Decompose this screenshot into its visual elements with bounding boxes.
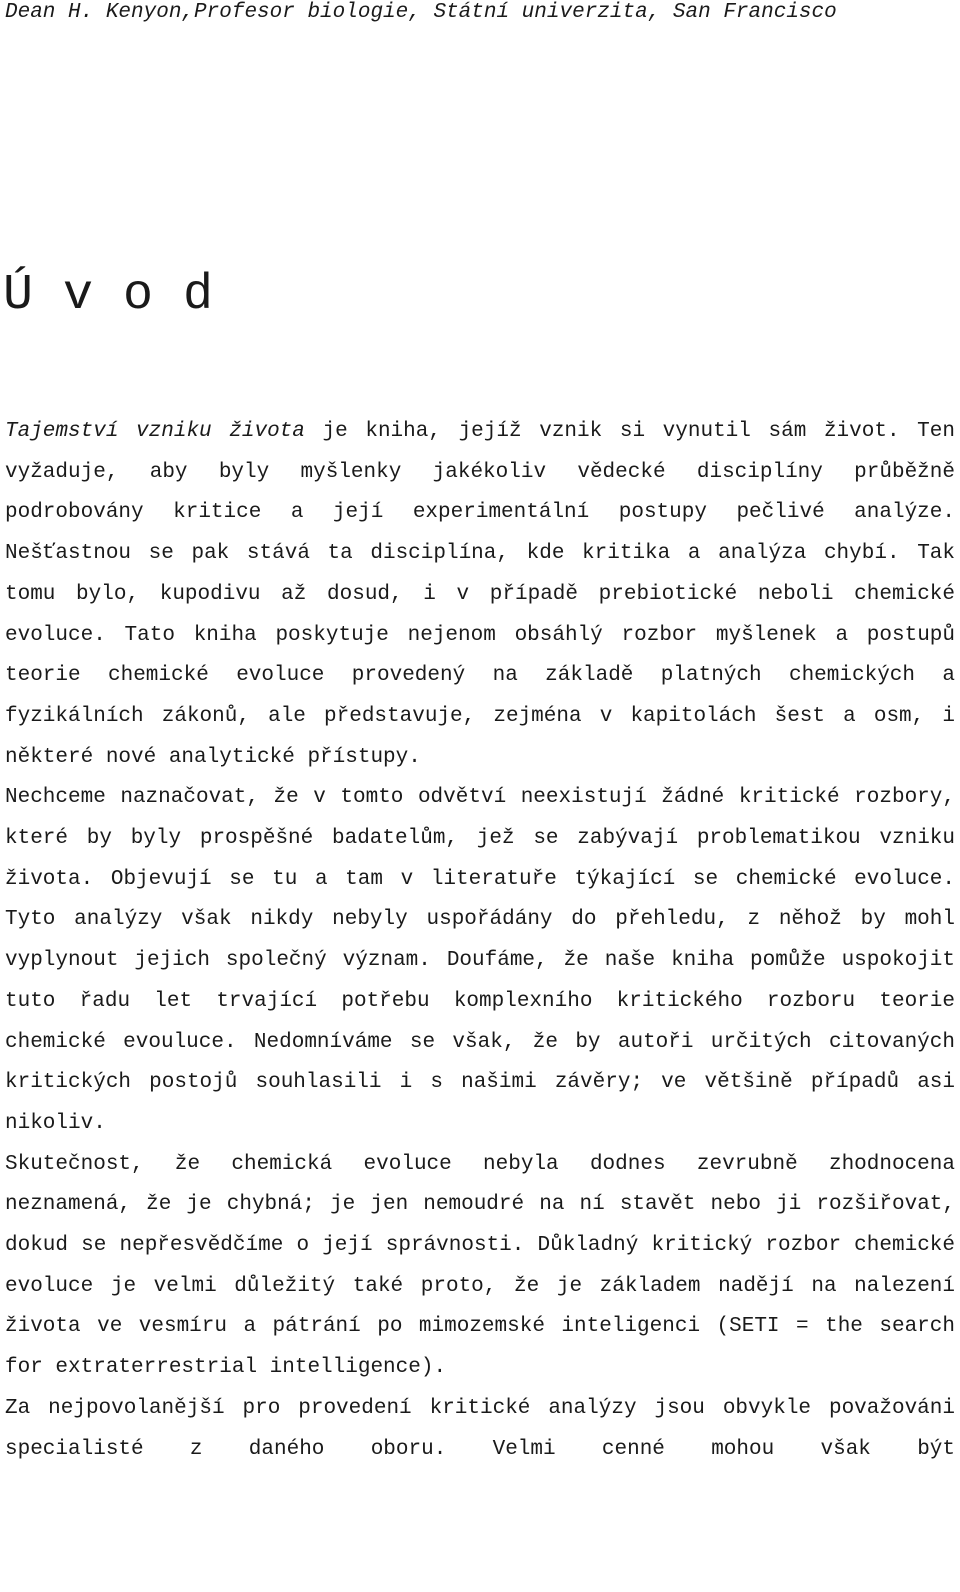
author-line: Dean H. Kenyon,Profesor biologie, Státní univerzita, San Francisco <box>5 1 837 24</box>
paragraph-1-text: je kniha, jejíž vznik si vynutil sám život. Ten vyžaduje, aby byly myšlenky jakékoliv vědecké disciplíny průběžně podrobovány kritice a její experimentální postupy pečlivé analýze. Nešťastnou se pak stává ta disciplína, kde kritika a analýza chybí. Tak tomu bylo, kupodivu až dosud, i v případě prebiotické neboli chemické evoluce. Tato kniha poskytuje nejenom obsáhlý rozbor myšlenek a postupů teorie chemické evoluce provedený na základě platných chemických a fyzikálních zákonů, ale představuje, zejména v kapitolách šest a osm, i některé nové analytické přístupy. <box>5 420 955 769</box>
chapter-title: Ú v o d <box>3 267 214 324</box>
paragraph-4: Za nejpovolanější pro provedení kritické analýzy jsou obvykle považováni specialisté z daného oboru. Velmi cenné mohou však být <box>5 1396 955 1461</box>
paragraph-2: Nechceme naznačovat, že v tomto odvětví neexistují žádné kritické rozbory, které by byly prospěšné badatelům, jež se zabývají problematikou vzniku života. Objevují se tu a tam v literatuře týkající se chemické evoluce. Tyto analýzy však nikdy nebyly uspořádány do přehledu, z něhož by mohl vyplynout jejich společný význam. Doufáme, že naše kniha pomůže uspokojit tuto řadu let trvající potřebu komplexního kritického rozboru teorie chemické evouluce. Nedomníváme se však, že by autoři určitých citovaných kritických postojů souhlasili i s našimi závěry; ve většině případů asi nikoliv. <box>5 786 955 1135</box>
book-title: Tajemství vzniku života <box>5 420 305 443</box>
paragraph-3: Skutečnost, že chemická evoluce nebyla dodnes zevrubně zhodnocena neznamená, že je chybná; je jen nemoudré na ní stavět nebo ji rozšiřovat, dokud se nepřesvědčíme o její správnosti. Důkladný kritický rozbor chemické evoluce je velmi důležitý také proto, že je základem nadějí na nalezení života ve vesmíru a pátrání po mimozemské inteligenci (SETI = the search for extraterrestrial intelligence). <box>5 1152 955 1380</box>
paragraph-1 <box>5 412 955 778</box>
document-body <box>5 412 955 1470</box>
